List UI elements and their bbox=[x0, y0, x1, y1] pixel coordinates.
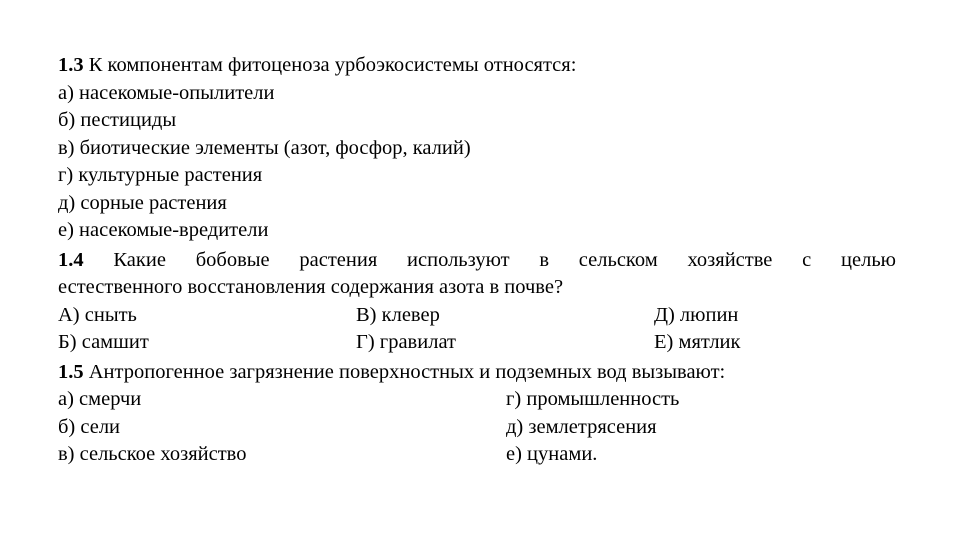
document-page bbox=[58, 52, 896, 469]
question-text: Антропогенное загрязнение поверхностных и подземных вод вызывают: bbox=[88, 360, 726, 383]
answer-option: е) насекомые-вредители bbox=[58, 219, 269, 241]
question-1-5-heading bbox=[58, 359, 896, 387]
question-1-4-heading bbox=[58, 247, 896, 275]
question-1-3 bbox=[58, 52, 896, 245]
answer-option: в) сельское хозяйство bbox=[58, 443, 247, 465]
answer-option: б) сели bbox=[58, 415, 121, 438]
question-1-5 bbox=[58, 359, 896, 469]
answer-option: а) смерчи bbox=[58, 388, 142, 410]
answer-row bbox=[58, 414, 896, 442]
answer-option: а) насекомые-опылители bbox=[58, 81, 275, 104]
answer-row bbox=[58, 302, 896, 330]
answer-option: б) пестициды bbox=[58, 109, 177, 131]
answer-option: Е) мятлик bbox=[654, 331, 741, 353]
question-text-line2: естественного восстановления содержания азота в почве? bbox=[58, 276, 564, 298]
answer-option: д) сорные растения bbox=[58, 191, 227, 214]
question-1-4 bbox=[58, 247, 896, 357]
answer-option: е) цунами. bbox=[506, 443, 598, 465]
answer-option: д) землетрясения bbox=[506, 415, 657, 438]
question-number: 1.3 bbox=[58, 54, 84, 76]
answer-row bbox=[58, 386, 896, 414]
answer-option: в) биотические элементы (азот, фосфор, калий) bbox=[58, 136, 471, 159]
answer-option: г) культурные растения bbox=[58, 164, 263, 186]
answer-option: В) клевер bbox=[356, 303, 440, 326]
answer-option: А) сныть bbox=[58, 303, 137, 326]
question-text-line1: Какие бобовые растения используют в сельском хозяйстве с целью bbox=[113, 248, 896, 271]
question-number: 1.4 bbox=[58, 248, 84, 271]
question-1-3-heading bbox=[58, 52, 896, 80]
answer-row bbox=[58, 329, 896, 357]
answer-row bbox=[58, 441, 896, 469]
question-number: 1.5 bbox=[58, 360, 84, 383]
answer-option: г) промышленность bbox=[506, 388, 680, 410]
answer-option: Б) самшит bbox=[58, 331, 149, 353]
answer-option: Д) люпин bbox=[654, 303, 739, 326]
answer-option: Г) гравилат bbox=[356, 331, 456, 353]
question-text: К компонентам фитоценоза урбоэкосистемы относятся: bbox=[88, 54, 577, 76]
